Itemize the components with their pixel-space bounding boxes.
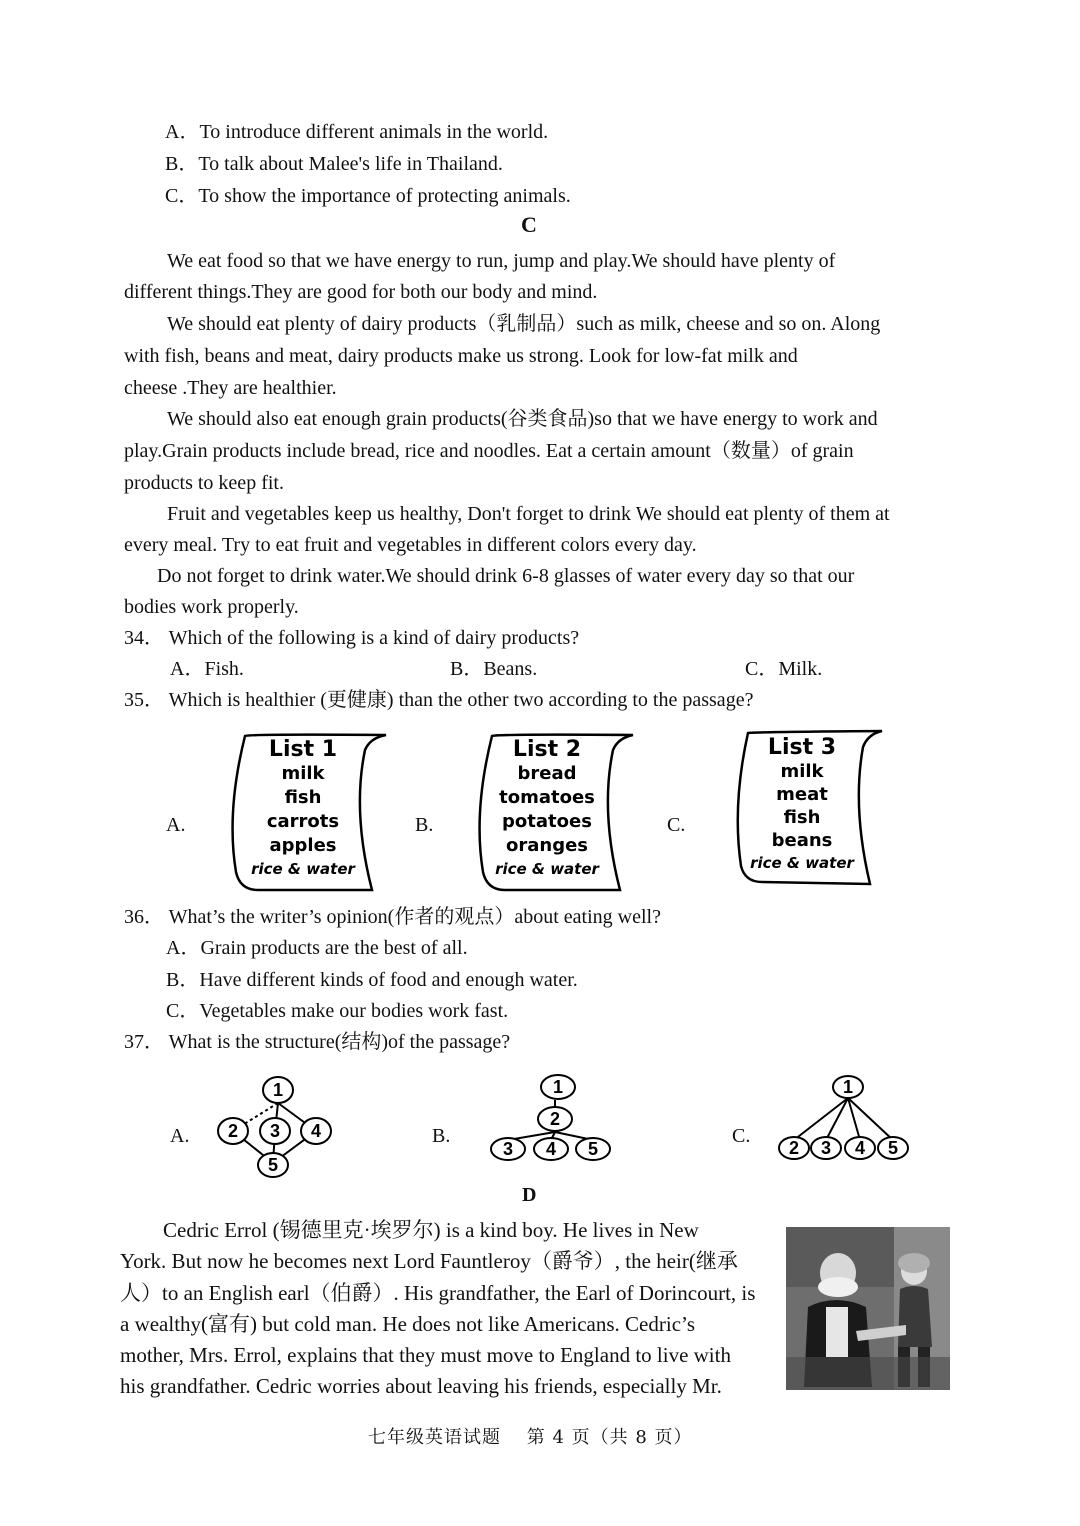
story-line1: Cedric Errol (锡德里克·埃罗尔) is a kind boy. He lives in New [163, 1218, 699, 1242]
q36-option-a: A．Grain products are the best of all. [166, 937, 468, 959]
list-1-title: List 1 [268, 737, 338, 762]
diagram-b-label: 5 [587, 1139, 599, 1159]
story-line2: York. But now he becomes next Lord Fauntleroy（爵爷）, the heir(继承 [120, 1249, 738, 1273]
story-line5: mother, Mrs. Errol, explains that they must move to England to live with [120, 1343, 731, 1367]
q33-option-a: A．To introduce different animals in the world. [165, 121, 549, 143]
q37-label-b: B. [432, 1125, 451, 1147]
para4-line1: Fruit and vegetables keep us healthy, Don't forget to drink We should eat plenty of them at [167, 503, 890, 525]
section-d-title: D [522, 1184, 537, 1206]
list-1-item: carrots [266, 811, 340, 832]
q35-stem: 35． Which is healthier (更健康) than the other two according to the passage? [124, 689, 754, 711]
q36-option-c: C．Vegetables make our bodies work fast. [166, 1000, 509, 1022]
story-line3: 人）to an English earl（伯爵）. His grandfather, the Earl of Dorincourt, is [120, 1281, 756, 1305]
story-line4: a wealthy(富有) but cold man. He does not like Americans. Cedric’s [120, 1312, 696, 1336]
list-3-item: milk [780, 761, 824, 782]
list-1-item: apples [269, 835, 337, 856]
diagram-c-label: 2 [788, 1138, 800, 1158]
story-line6: his grandfather. Cedric worries about leaving his friends, especially Mr. [120, 1374, 722, 1398]
q36-stem: 36． What’s the writer’s opinion(作者的观点）about eating well? [124, 906, 661, 928]
diagram-a-label: 1 [272, 1080, 284, 1100]
q35-label-b: B. [415, 814, 434, 836]
q37-stem: 37． What is the structure(结构)of the passage? [124, 1031, 511, 1053]
diagram-b-label: 3 [502, 1139, 514, 1159]
diagram-c-label: 3 [820, 1138, 832, 1158]
q37-label-c: C. [732, 1125, 751, 1147]
diagram-c-label: 1 [842, 1077, 854, 1097]
diagram-a-label: 2 [227, 1121, 239, 1141]
list-3-item: beans [771, 830, 833, 851]
para1-line2: different things.They are good for both our body and mind. [124, 281, 598, 303]
q33-option-c: C．To show the importance of protecting animals. [165, 185, 571, 207]
list-1-last: rice & water [251, 860, 355, 878]
para5-line2: bodies work properly. [124, 596, 299, 618]
page-footer: 七年级英语试题 第 4 页（共 8 页） [368, 1427, 693, 1448]
list-1-item: fish [284, 787, 322, 808]
diagram-c-label: 5 [887, 1138, 899, 1158]
list-2-item: tomatoes [499, 787, 595, 808]
list-3-item: meat [776, 784, 828, 805]
para3-line1: We should also eat enough grain products(谷类食品)so that we have energy to work and [167, 408, 878, 430]
diagram-a-label: 4 [310, 1121, 322, 1141]
list-2-item: oranges [505, 835, 588, 856]
diagram-b-label: 4 [545, 1139, 557, 1159]
q34-option-a: A．Fish. [170, 658, 244, 680]
para3-line3: products to keep fit. [124, 472, 284, 494]
section-c-title: C [521, 212, 537, 237]
list-3-item: fish [783, 807, 821, 828]
story-illustration [786, 1227, 950, 1390]
diagram-b-label: 1 [552, 1077, 564, 1097]
list-2-title: List 2 [512, 737, 582, 762]
list-2-item: potatoes [502, 811, 592, 832]
q37-label-a: A. [170, 1125, 190, 1147]
q36-option-b: B．Have different kinds of food and enough water. [166, 969, 578, 991]
para2-line3: cheese .They are healthier. [124, 377, 337, 399]
list-3-last: rice & water [750, 854, 854, 872]
diagram-c-label: 4 [854, 1138, 866, 1158]
diagram-a-label: 5 [267, 1155, 279, 1175]
para3-line2: play.Grain products include bread, rice and noodles. Eat a certain amount（数量）of grain [124, 440, 854, 462]
q35-label-a: A. [166, 814, 186, 836]
list-2-item: bread [517, 763, 577, 784]
para5-line1: Do not forget to drink water.We should drink 6-8 glasses of water every day so that our [157, 565, 855, 587]
para2-line2: with fish, beans and meat, dairy products make us strong. Look for low-fat milk and [124, 345, 798, 367]
q34-option-b: B．Beans. [450, 658, 538, 680]
q34-option-c: C．Milk. [745, 658, 823, 680]
diagram-a-label: 3 [269, 1121, 281, 1141]
q35-label-c: C. [667, 814, 686, 836]
q34-stem: 34． Which of the following is a kind of dairy products? [124, 627, 580, 649]
list-2-last: rice & water [495, 860, 599, 878]
diagram-b-label: 2 [549, 1109, 561, 1129]
q33-option-b: B．To talk about Malee's life in Thailand. [165, 153, 503, 175]
list-3-title: List 3 [767, 735, 837, 760]
list-1-item: milk [281, 763, 325, 784]
para1-line1: We eat food so that we have energy to run, jump and play.We should have plenty of [167, 250, 836, 272]
para4-line2: every meal. Try to eat fruit and vegetables in different colors every day. [124, 534, 697, 556]
para2-line1: We should eat plenty of dairy products（乳制品）such as milk, cheese and so on. Along [167, 313, 881, 335]
